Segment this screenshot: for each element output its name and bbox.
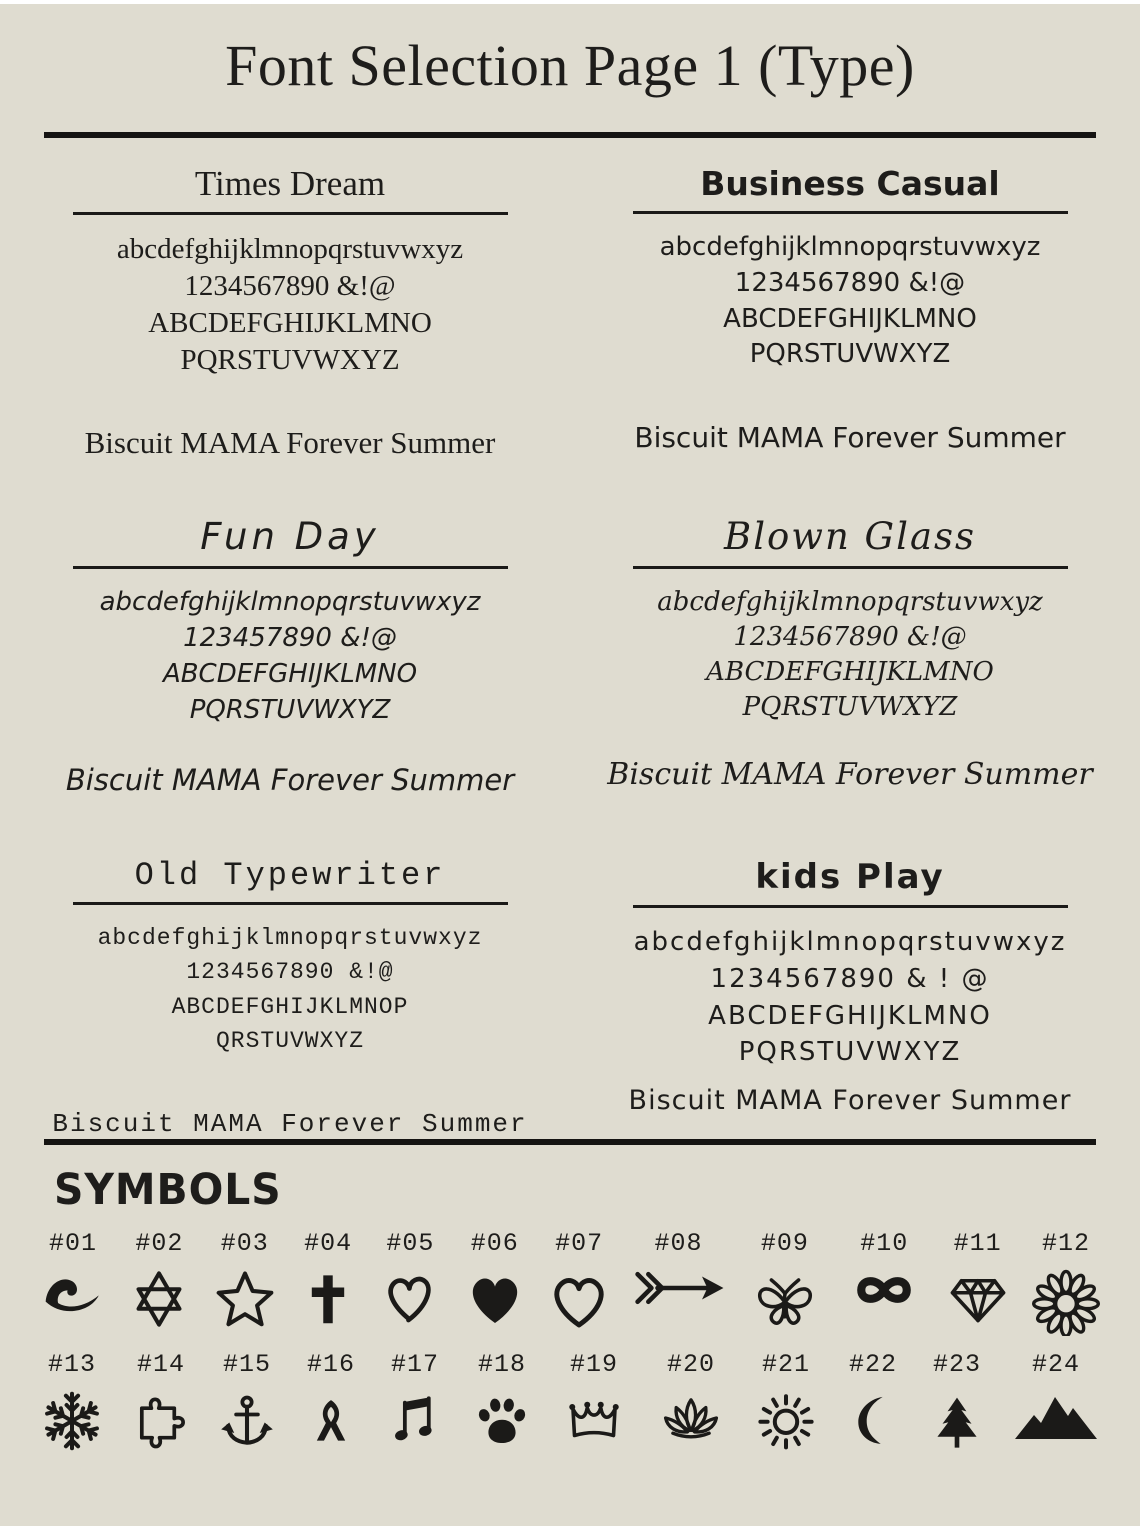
lowercase-line: abcdefghijklmnopqrstuvwxyz (97, 924, 483, 951)
symbol-12 (1032, 1229, 1100, 1336)
lowercase-line: abcdefghijklmnopqrstuvwxyz (633, 926, 1067, 957)
symbol-09 (747, 1229, 823, 1332)
font-card-blown-glass (570, 461, 1130, 797)
heart-sketch-icon (379, 1268, 441, 1330)
sample-words: Biscuit MAMA Forever Summer (607, 756, 1093, 792)
symbol-number: #12 (1041, 1228, 1090, 1258)
awareness-ribbon-icon (304, 1389, 358, 1453)
symbol-15 (218, 1350, 276, 1453)
uppercase-line-2: PQRSTUVWXYZ (749, 339, 951, 370)
symbols-divider (44, 1139, 1096, 1145)
butterfly-icon (747, 1268, 823, 1332)
star-of-david-icon (128, 1268, 190, 1330)
symbol-number: #05 (386, 1228, 435, 1258)
symbol-number: #17 (390, 1349, 439, 1379)
symbol-07 (548, 1229, 610, 1334)
symbol-number: #06 (470, 1228, 519, 1258)
symbol-row-1 (40, 1229, 1100, 1336)
sunflower-icon (1032, 1268, 1100, 1336)
symbol-number: #24 (1031, 1349, 1080, 1379)
uppercase-line-1: ABCDEFGHIJKLMNO (706, 656, 994, 687)
symbol-number: #02 (135, 1228, 184, 1258)
symbol-05 (379, 1229, 441, 1330)
arrow-icon (633, 1268, 725, 1308)
font-name-underline (73, 566, 508, 569)
symbol-21 (754, 1350, 818, 1453)
crown-icon (560, 1389, 628, 1449)
numbers-line: 1234567890 &!@ (734, 267, 966, 298)
symbol-number: #04 (304, 1228, 353, 1258)
symbol-01 (40, 1229, 106, 1318)
cross-icon (301, 1268, 355, 1330)
symbol-number: #03 (220, 1228, 269, 1258)
sample-words: Biscuit MAMA Forever Summer (634, 421, 1066, 455)
symbol-04 (299, 1229, 357, 1330)
snowflake-icon (40, 1389, 104, 1453)
symbol-number: #11 (953, 1228, 1002, 1258)
symbol-number: #15 (222, 1349, 271, 1379)
uppercase-line-2: PQRSTUVWXYZ (738, 1037, 962, 1068)
uppercase-line-2: QRSTUVWXYZ (215, 1028, 365, 1055)
font-card-times-dream (10, 138, 570, 461)
symbol-03 (213, 1229, 277, 1330)
lowercase-line: abcdefghijklmnopqrstuvwxyz (99, 587, 481, 618)
symbols-section (0, 1165, 1140, 1457)
star-outline-icon (213, 1268, 277, 1330)
lowercase-line: abcdefghijklmnopqrstuvwxyz (116, 232, 464, 265)
font-name-underline (73, 902, 508, 905)
music-note-icon (386, 1389, 444, 1451)
uppercase-line-2: PQRSTUVWXYZ (189, 694, 391, 725)
sample-words: Biscuit MAMA Forever Summer (84, 425, 496, 461)
symbol-11 (946, 1229, 1010, 1328)
symbol-22 (844, 1350, 902, 1451)
sun-icon (754, 1389, 818, 1453)
uppercase-line-2: PQRSTUVWXYZ (742, 691, 958, 722)
wave-icon (40, 1268, 106, 1318)
uppercase-line-1: ABCDEFGHIJKLMNO (708, 1000, 992, 1031)
sample-words: Biscuit MAMA Forever Summer (52, 1108, 528, 1139)
heart-outline-icon (548, 1268, 610, 1334)
font-card-kids-play (570, 797, 1130, 1139)
symbol-number: #18 (477, 1349, 526, 1379)
font-card-business-casual (570, 138, 1130, 461)
page-title: Font Selection Page 1 (Type) (225, 33, 915, 98)
symbol-number: #23 (932, 1349, 981, 1379)
font-card-fun-day (10, 461, 570, 797)
font-name-underline (633, 211, 1068, 214)
symbol-10 (845, 1229, 923, 1312)
numbers-line: 1234567890 &!@ (184, 269, 396, 302)
font-selection-flyer (0, 4, 1140, 1526)
puzzle-piece-icon (130, 1389, 192, 1451)
symbol-06 (464, 1229, 526, 1330)
symbol-16 (302, 1350, 360, 1453)
font-name: Business Casual (700, 163, 1000, 203)
uppercase-line-1: ABCDEFGHIJKLMNO (162, 658, 418, 689)
symbol-number: #08 (654, 1228, 703, 1258)
symbol-number: #19 (569, 1349, 618, 1379)
diamond-gem-icon (946, 1268, 1010, 1328)
heart-filled-icon (464, 1268, 526, 1330)
symbol-20 (654, 1350, 728, 1447)
symbol-number: #22 (848, 1349, 897, 1379)
mountains-icon (1012, 1389, 1100, 1441)
symbol-number: #21 (761, 1349, 810, 1379)
symbol-number: #20 (666, 1349, 715, 1379)
font-name: Blown Glass (724, 515, 976, 559)
symbol-number: #10 (860, 1228, 909, 1258)
numbers-line: 1234567890 & ! @ (710, 963, 990, 994)
symbol-number: #01 (48, 1228, 97, 1258)
lowercase-line: abcdefghijklmnopqrstuvwxyz (657, 587, 1043, 618)
symbol-08 (633, 1229, 725, 1308)
infinity-icon (845, 1268, 923, 1312)
font-name-underline (73, 212, 508, 215)
uppercase-line-1: ABCDEFGHIJKLMNO (148, 307, 432, 340)
symbol-number: #09 (760, 1228, 809, 1258)
sample-words: Biscuit MAMA Forever Summer (65, 762, 515, 797)
paw-print-icon (470, 1389, 534, 1449)
font-card-old-typewriter (10, 797, 570, 1139)
symbols-heading: SYMBOLS (54, 1164, 282, 1215)
font-specimen-grid (0, 138, 1140, 1139)
symbol-02 (128, 1229, 190, 1330)
uppercase-line-2: PQRSTUVWXYZ (180, 344, 400, 377)
font-name: kids Play (755, 856, 945, 897)
symbol-23 (928, 1350, 986, 1457)
numbers-line: 123457890 &!@ (183, 623, 397, 654)
numbers-line: 1234567890 &!@ (733, 622, 967, 653)
symbol-number: #13 (47, 1349, 96, 1379)
pine-tree-icon (928, 1389, 986, 1457)
symbol-19 (560, 1350, 628, 1449)
lotus-icon (654, 1389, 728, 1447)
symbol-13 (40, 1350, 104, 1453)
symbol-17 (386, 1350, 444, 1451)
sample-words: Biscuit MAMA Forever Summer (628, 1085, 1072, 1117)
uppercase-line-1: ABCDEFGHIJKLMNOP (171, 993, 409, 1020)
crescent-moon-icon (845, 1389, 901, 1451)
lowercase-line: abcdefghijklmnopqrstuvwxyz (659, 231, 1041, 262)
font-name: Times Dream (194, 163, 386, 203)
symbol-row-2 (40, 1350, 1100, 1457)
symbol-number: #07 (555, 1228, 604, 1258)
anchor-icon (218, 1389, 276, 1453)
numbers-line: 1234567890 &!@ (186, 959, 394, 986)
uppercase-line-1: ABCDEFGHIJKLMNO (723, 303, 977, 334)
symbol-number: #14 (136, 1349, 185, 1379)
font-name: Fun Day (200, 515, 380, 559)
font-name-underline (633, 905, 1068, 908)
symbol-14 (130, 1350, 192, 1451)
symbol-number: #16 (306, 1349, 355, 1379)
symbol-18 (470, 1350, 534, 1449)
symbol-24 (1012, 1350, 1100, 1441)
font-name: Old Typewriter (134, 856, 446, 894)
font-name-underline (633, 566, 1068, 569)
